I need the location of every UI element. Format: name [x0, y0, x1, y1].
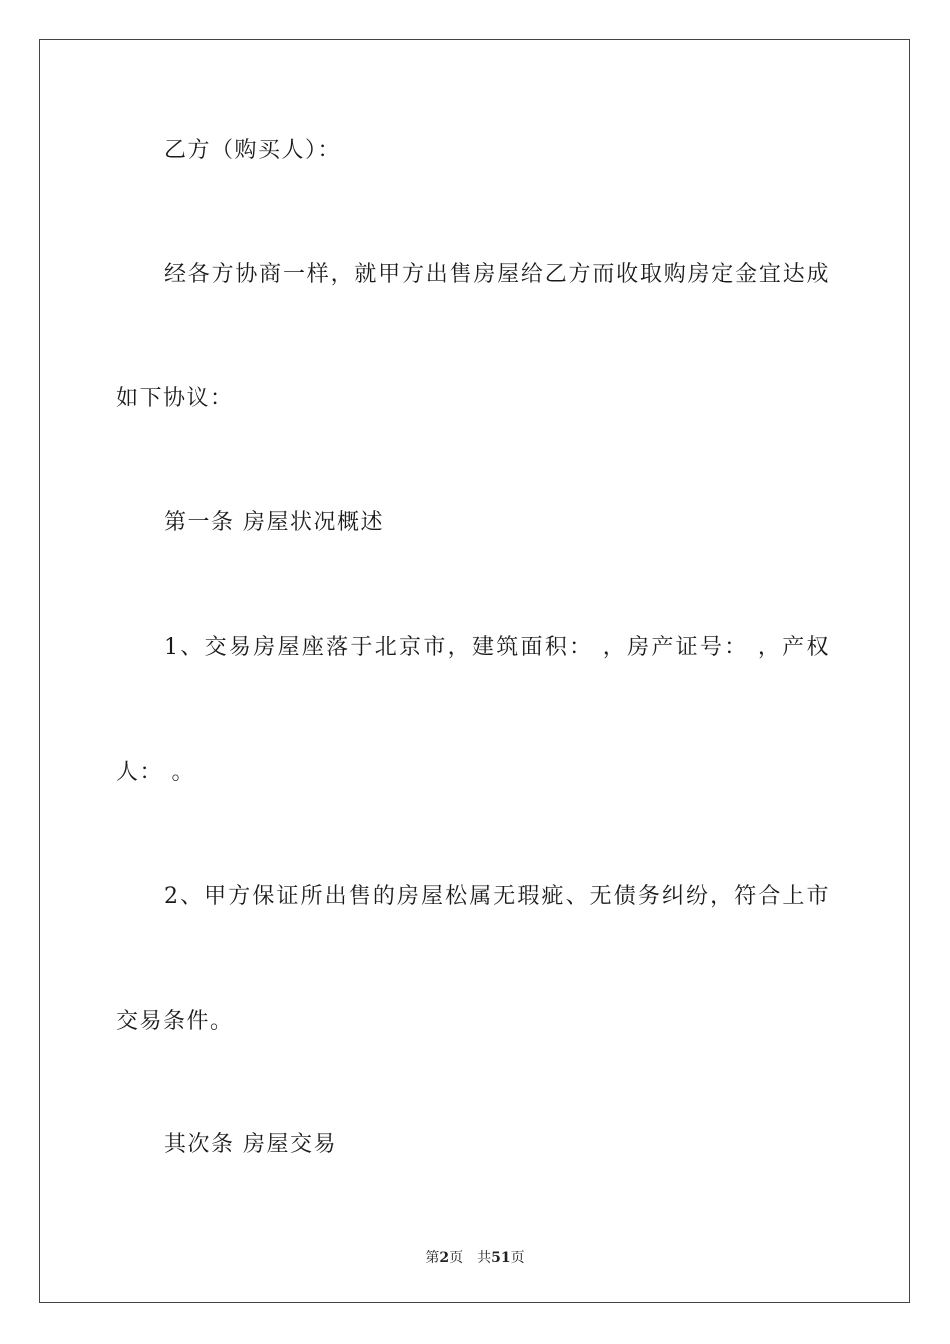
item-2-line-2: 交易条件。 [116, 1009, 234, 1034]
total-suffix: 页 [510, 1250, 525, 1266]
intro-line-2: 如下协议： [116, 386, 234, 411]
item-1-line-2: 人： 。 [116, 760, 195, 785]
article-1-title: 第一条 房屋状况概述 [164, 510, 384, 535]
page-frame [39, 39, 910, 1303]
buyer-label: 乙方（购买人）： [164, 138, 342, 163]
page-prefix: 第 [425, 1250, 440, 1266]
total-pages: 51 [491, 1250, 511, 1266]
page-footer [0, 1247, 950, 1267]
page-suffix: 页 [449, 1250, 464, 1266]
page-number: 2 [439, 1250, 450, 1266]
item-1-line-1: 1、交易房屋座落于北京市，建筑面积： ，房产证号： ，产权 [164, 635, 830, 660]
item-2-line-1: 2、甲方保证所出售的房屋松属无瑕疵、无债务纠纷，符合上市 [164, 884, 830, 909]
article-2-title: 其次条 房屋交易 [164, 1132, 337, 1157]
intro-line-1: 经各方协商一样，就甲方出售房屋给乙方而收取购房定金宜达成 [164, 262, 830, 287]
total-prefix: 共 [477, 1250, 492, 1266]
